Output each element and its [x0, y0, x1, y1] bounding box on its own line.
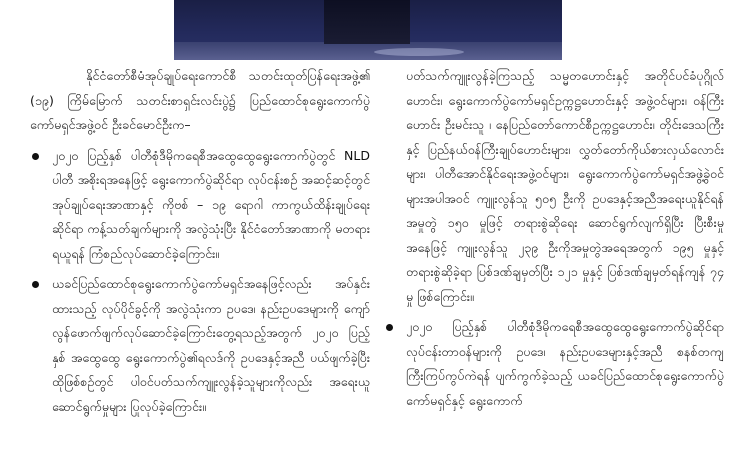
article-left-column [30, 64, 370, 419]
bullet-item [384, 315, 724, 413]
bullet-text: ၂၀၂၀ ပြည့်နှစ် ပါတီစုံဒီမိုကရေစီအထွေထွေရွေးကောက်ပွဲဆိုင်ရာလုပ်ငန်းတာဝန်များကို ဥပဒေ၊ နည်းဥပဒေများနှင့်အညီ စနစ်တကျ ကြီးကြပ်ကွပ်ကဲရန် ပျက်ကွက်ခဲ့သည့် ယခင်ပြည်ထောင်စုရွေးကောက်ပွဲကော်မရှင်နှင့် ရွေးကောက် [406, 319, 724, 408]
photo-floor [174, 42, 562, 60]
article-intro-paragraph: နိုင်ငံတော်စီမံအုပ်ချုပ်ရေးကောင်စီ သတင်းထုတ်ပြန်ရေးအဖွဲ့၏ (၁၉) ကြိမ်မြောက် သတင်းစာရှင်းလင်းပွဲ၌ ပြည်ထောင်စုရွေးကောက်ပွဲကော်မရှင်အဖွဲ့ဝင် ဦးခင်မောင်ဦးက– [30, 68, 370, 132]
event-photo [174, 0, 562, 60]
continued-paragraph: ပတ်သက်ကျူးလွန်ခဲ့ကြသည့် သမ္မတဟောင်းနှင့် အတိုင်ပင်ခံပုဂ္ဂိုလ်ဟောင်း၊ ရွေးကောက်ပွဲကော်မရှင်ဥက္ကဋ္ဌဟောင်းနှင့် အဖွဲ့ဝင်များ၊ ဝန်ကြီးဟောင်း ဦးမင်းသူ ၊ နေပြည်တော်ကောင်စီဥက္ကဋ္ဌဟောင်း၊ တိုင်းဒေသကြီးနှင့် ပြည်နယ်ဝန်ကြီးချုပ်ဟောင်းများ၊ လွှတ်တော်ကိုယ်စားလှယ်လောင်းများ၊ ပါတီအောင်နိုင်ရေးအဖွဲ့ဝင်များ၊ ရွေးကောက်ပွဲကော်မရှင်အဖွဲ့ခွဲဝင်များအပါအဝင် ကျူးလွန်သူ ၅၀၅ ဦးကို ဥပဒေနှင့်အညီအရေးယူနိုင်ရန် အမှုတွဲ ၁၅၀ မှုဖြင့် တရားစွဲဆိုရေး ဆောင်ရွက်လျက်ရှိပြီး ပြီးစီးမှုအနေဖြင့် ကျူးလွန်သူ ၂၃၉ ဦးကိုအမှုတွဲအရေအတွက် ၁၉၅ မှုနှင့် တရားစွဲဆိုခဲ့ရာ ပြစ်ဒဏ်ချမှတ်ပြီး ၁၂၁ မှုနှင့် ပြစ်ဒဏ်ချမှတ်ရန်ကျန် ၇၄ မှု ဖြစ်ကြောင်း။ [406, 68, 724, 304]
bullet-dot-icon [386, 324, 393, 331]
article-right-column [384, 64, 724, 413]
photo-podium [324, 0, 410, 44]
bullet-dot-icon [32, 153, 39, 160]
bullet-dot-icon [32, 281, 39, 288]
bullet-text: ၂၀၂၀ ပြည့်နှစ် ပါတီစုံဒီမိုကရေစီအထွေထွေရွေးကောက်ပွဲတွင် NLD ပါတီ အစိုးရအနေဖြင့် ရွေးကောက်ပွဲဆိုင်ရာ လုပ်ငန်းစဉ် အဆင့်ဆင့်တွင် အုပ်ချုပ်ရေးအာဏာနှင့် ကိုဗစ် – ၁၉ ရောဂါ ကာကွယ်ထိန်းချုပ်ရေးဆိုင်ရာ ကန့်သတ်ချက်များကို အလွဲသုံးပြီး နိုင်ငံတော်အာဏာကို မတရားရယူရန် ကြံစည်လုပ်ဆောင်ခဲ့ကြောင်း။ [52, 147, 370, 261]
bullet-item [30, 272, 370, 419]
photo-light-reflection [374, 48, 464, 56]
bullet-text: ယခင်ပြည်ထောင်စုရွေးကောက်ပွဲကော်မရှင်အနေဖြင့်လည်း အပ်နှင်းထားသည့် လုပ်ပိုင်ခွင့်ကို အလွဲသုံးကာ ဥပဒေ၊ နည်းဥပဒေများကို ကျော်လွန်ဖောက်ဖျက်လုပ်ဆောင်ခဲ့ကြောင်းတွေ့ရသည့်အတွက် ၂၀၂၀ ပြည့်နှစ် အထွေထွေ ရွေးကောက်ပွဲ၏ရလဒ်ကို ဥပဒေနှင့်အညီ ပယ်ဖျက်ခဲ့ပြီး ထိုဖြစ်စဉ်တွင် ပါဝင်ပတ်သက်ကျူးလွန်ခဲ့သူများကိုလည်း အရေးယူဆောင်ရွက်မှုများ ပြုလုပ်ခဲ့ကြောင်း။ [52, 276, 370, 414]
bullet-item [30, 144, 370, 267]
